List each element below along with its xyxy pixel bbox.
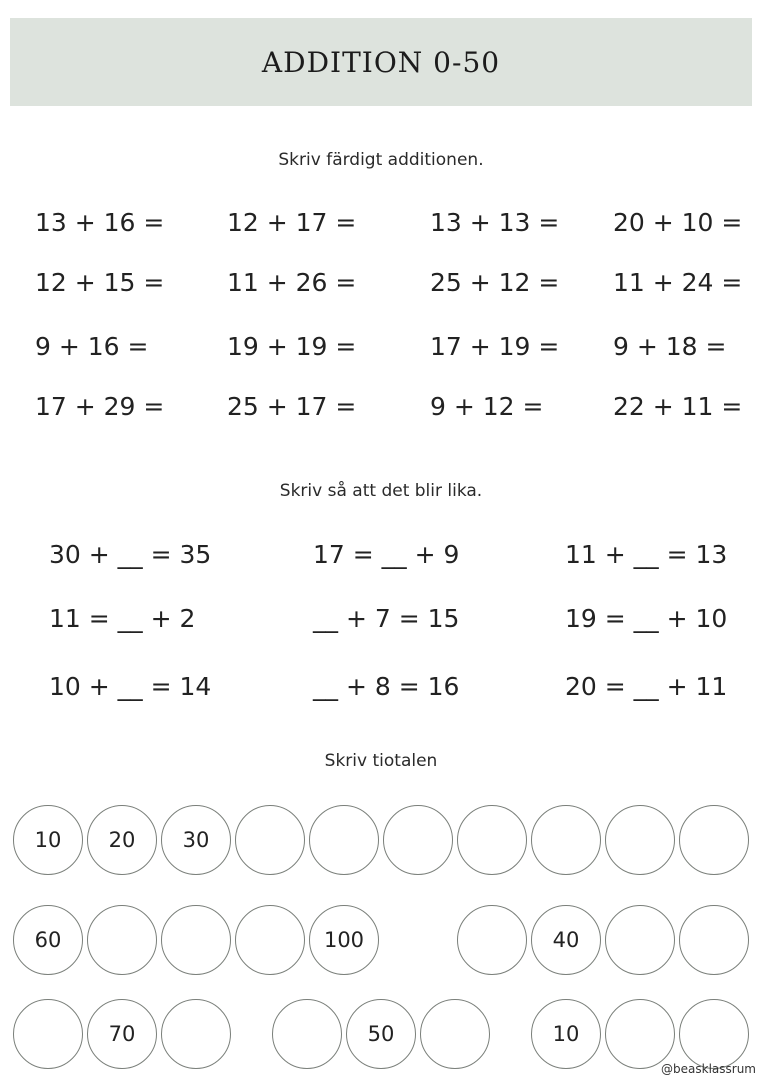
title-banner xyxy=(10,18,752,106)
tens-circle xyxy=(457,805,527,875)
section2-instruction: Skriv så att det blir lika. xyxy=(279,481,483,501)
equation-problem: 11 + __ = 13 xyxy=(565,540,728,569)
page-title: ADDITION 0-50 xyxy=(261,45,501,79)
addition-problem: 25 + 17 = xyxy=(227,392,357,421)
addition-problem: 9 + 16 = xyxy=(35,332,149,361)
equation-problem: 19 = __ + 10 xyxy=(565,604,728,633)
addition-problem: 19 + 19 = xyxy=(227,332,357,361)
addition-problem: 9 + 12 = xyxy=(430,392,544,421)
tens-circle: 10 xyxy=(13,805,83,875)
tens-circle xyxy=(679,805,749,875)
addition-problem: 12 + 17 = xyxy=(227,208,357,237)
tens-circle xyxy=(605,999,675,1069)
tens-circle xyxy=(679,905,749,975)
tens-circle xyxy=(531,805,601,875)
section1-instruction: Skriv färdigt additionen. xyxy=(278,150,484,170)
tens-circle xyxy=(235,905,305,975)
tens-circle: 50 xyxy=(346,999,416,1069)
addition-problem: 17 + 29 = xyxy=(35,392,165,421)
tens-circle: 60 xyxy=(13,905,83,975)
tens-circle xyxy=(457,905,527,975)
addition-problem: 25 + 12 = xyxy=(430,268,560,297)
equation-problem: __ + 8 = 16 xyxy=(313,672,460,701)
section3-instruction: Skriv tiotalen xyxy=(324,751,438,771)
equation-problem: 30 + __ = 35 xyxy=(49,540,212,569)
tens-circle xyxy=(161,905,231,975)
equation-problem: __ + 7 = 15 xyxy=(313,604,460,633)
tens-circle xyxy=(87,905,157,975)
addition-problem: 12 + 15 = xyxy=(35,268,165,297)
addition-problem: 17 + 19 = xyxy=(430,332,560,361)
tens-circle xyxy=(605,905,675,975)
tens-circle xyxy=(383,805,453,875)
addition-problem: 13 + 16 = xyxy=(35,208,165,237)
tens-circle: 100 xyxy=(309,905,379,975)
addition-problem: 9 + 18 = xyxy=(613,332,727,361)
equation-problem: 11 = __ + 2 xyxy=(49,604,196,633)
addition-problem: 20 + 10 = xyxy=(613,208,743,237)
tens-circle xyxy=(679,999,749,1069)
tens-circle: 10 xyxy=(531,999,601,1069)
tens-circle xyxy=(605,805,675,875)
equation-problem: 17 = __ + 9 xyxy=(313,540,460,569)
addition-problem: 13 + 13 = xyxy=(430,208,560,237)
tens-circle: 40 xyxy=(531,905,601,975)
tens-circle: 30 xyxy=(161,805,231,875)
addition-problem: 11 + 26 = xyxy=(227,268,357,297)
tens-circle: 70 xyxy=(87,999,157,1069)
tens-circle xyxy=(235,805,305,875)
tens-circle xyxy=(272,999,342,1069)
tens-circle xyxy=(420,999,490,1069)
tens-circle xyxy=(309,805,379,875)
addition-problem: 22 + 11 = xyxy=(613,392,743,421)
tens-circle: 20 xyxy=(87,805,157,875)
tens-circle xyxy=(161,999,231,1069)
tens-circle xyxy=(13,999,83,1069)
equation-problem: 20 = __ + 11 xyxy=(565,672,728,701)
addition-problem: 11 + 24 = xyxy=(613,268,743,297)
author-credit: @beasklassrum xyxy=(661,1062,756,1076)
equation-problem: 10 + __ = 14 xyxy=(49,672,212,701)
